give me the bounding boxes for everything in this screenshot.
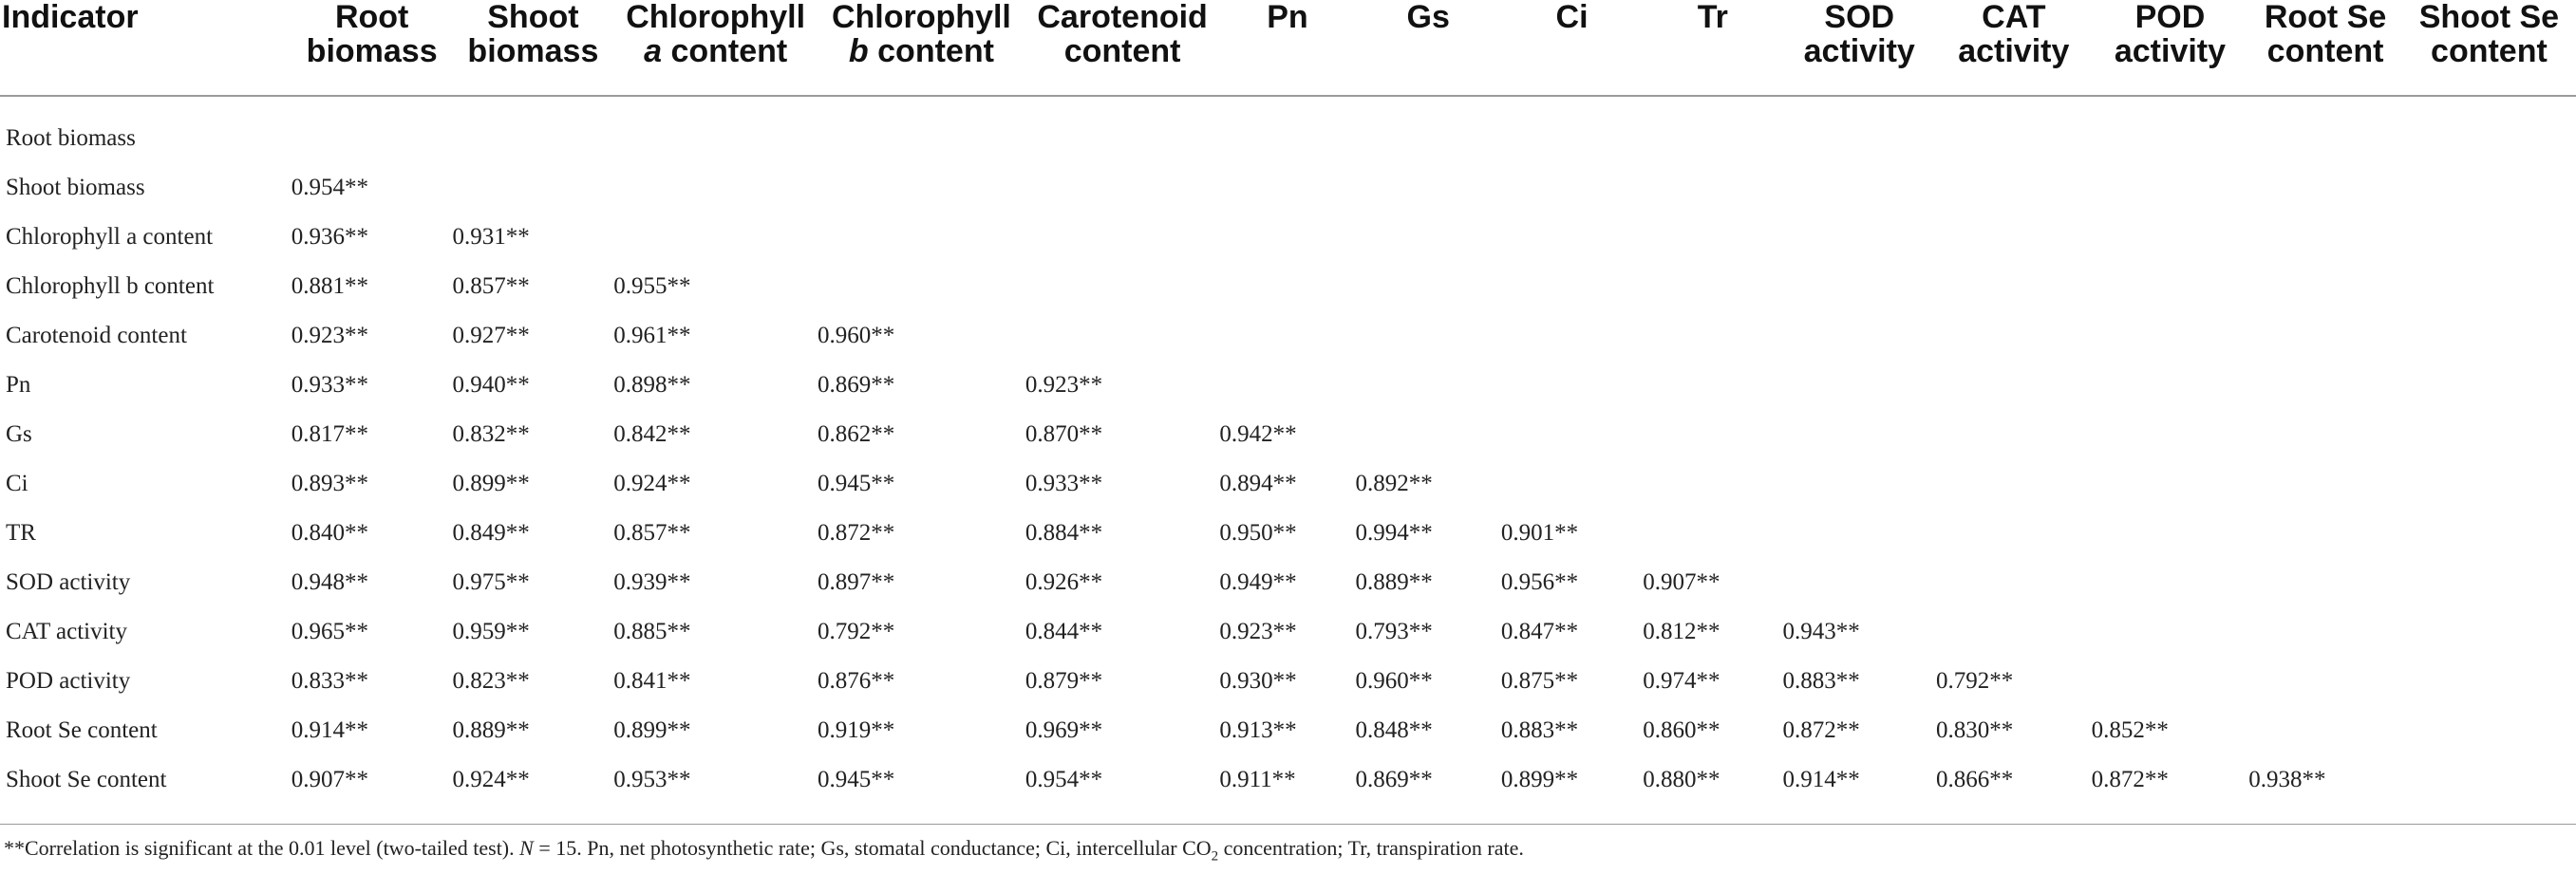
empty-cell xyxy=(2092,361,2249,410)
empty-cell xyxy=(2092,262,2249,311)
correlation-value: 0.956** xyxy=(1500,569,1579,595)
empty-cell xyxy=(1501,163,1643,213)
correlation-value: 0.884** xyxy=(1025,520,1103,546)
row-label: Root Se content xyxy=(6,717,158,743)
table-row xyxy=(0,558,2576,607)
empty-cell xyxy=(2092,311,2249,361)
empty-cell xyxy=(2402,706,2576,755)
correlation-value: 0.870** xyxy=(1025,421,1103,447)
correlation-value: 0.924** xyxy=(452,767,530,792)
correlation-value: 0.893** xyxy=(291,471,369,496)
correlation-value: 0.914** xyxy=(291,717,369,743)
footnote-subscript: 2 xyxy=(1211,848,1219,865)
correlation-value: 0.959** xyxy=(452,619,530,644)
correlation-value: 0.857** xyxy=(613,520,691,546)
correlation-value: 0.881** xyxy=(291,273,369,299)
empty-cell xyxy=(2248,262,2402,311)
correlation-value: 0.939** xyxy=(613,569,691,595)
correlation-value: 0.898** xyxy=(613,372,691,398)
column-header-line1: CAT xyxy=(1982,0,2046,35)
table-row xyxy=(0,163,2576,213)
correlation-value: 0.930** xyxy=(1219,668,1297,694)
empty-cell xyxy=(2248,163,2402,213)
empty-cell xyxy=(1936,607,2092,657)
empty-cell xyxy=(1501,311,1643,361)
empty-cell xyxy=(1025,96,1220,163)
column-header-italic: b xyxy=(848,33,869,69)
empty-cell xyxy=(2092,459,2249,509)
correlation-value: 0.812** xyxy=(1643,619,1720,644)
column-header xyxy=(1782,0,1936,96)
empty-cell xyxy=(1936,410,2092,459)
empty-cell xyxy=(1219,311,1355,361)
correlation-value: 0.894** xyxy=(1219,471,1297,496)
empty-cell xyxy=(1643,459,1782,509)
column-header xyxy=(818,0,1025,96)
column-header-line1: Shoot Se xyxy=(2418,0,2560,35)
correlation-value: 0.923** xyxy=(291,323,369,348)
column-header-italic: a xyxy=(644,33,662,69)
column-header-line1: Root Se xyxy=(2264,0,2387,35)
empty-cell xyxy=(1936,459,2092,509)
column-header-line2 xyxy=(818,34,1025,68)
empty-cell xyxy=(2402,262,2576,311)
column-header xyxy=(1643,0,1782,96)
correlation-value: 0.933** xyxy=(1025,471,1103,496)
correlation-value: 0.880** xyxy=(1643,767,1720,792)
empty-cell xyxy=(1782,213,1936,262)
empty-cell xyxy=(1356,213,1501,262)
empty-cell xyxy=(1501,96,1643,163)
column-header xyxy=(1356,0,1501,96)
column-header-line2: activity xyxy=(1958,33,2070,69)
empty-cell xyxy=(2248,607,2402,657)
correlation-value: 0.844** xyxy=(1025,619,1103,644)
correlation-value: 0.817** xyxy=(291,421,369,447)
empty-cell xyxy=(2402,96,2576,163)
correlation-value: 0.975** xyxy=(452,569,530,595)
empty-cell xyxy=(613,96,818,163)
empty-cell xyxy=(1356,361,1501,410)
empty-cell xyxy=(1643,262,1782,311)
empty-cell xyxy=(2248,459,2402,509)
row-label: Carotenoid content xyxy=(6,323,187,348)
correlation-value: 0.913** xyxy=(1219,717,1297,743)
empty-cell xyxy=(1782,509,1936,558)
correlation-value: 0.869** xyxy=(818,372,895,398)
column-header-line1: Chlorophyll xyxy=(831,0,1011,35)
correlation-value: 0.907** xyxy=(1643,569,1720,595)
correlation-value: 0.911** xyxy=(1219,767,1296,792)
empty-cell xyxy=(2248,509,2402,558)
empty-cell xyxy=(2402,163,2576,213)
correlation-value: 0.889** xyxy=(452,717,530,743)
column-header-line2: activity xyxy=(1803,33,1915,69)
column-header-line2: content xyxy=(2266,33,2384,69)
empty-cell xyxy=(2092,410,2249,459)
correlation-value: 0.960** xyxy=(818,323,895,348)
correlation-value: 0.879** xyxy=(1025,668,1103,694)
correlation-value: 0.940** xyxy=(452,372,530,398)
empty-cell xyxy=(1219,361,1355,410)
correlation-value: 0.948** xyxy=(291,569,369,595)
table-row xyxy=(0,96,2576,163)
correlation-value: 0.960** xyxy=(1355,668,1433,694)
correlation-value: 0.899** xyxy=(452,471,530,496)
empty-cell xyxy=(2092,96,2249,163)
table-row xyxy=(0,706,2576,755)
correlation-value: 0.923** xyxy=(1025,372,1103,398)
empty-cell xyxy=(2402,558,2576,607)
footnote-part3: concentration; Tr, transpiration rate. xyxy=(1218,836,1524,860)
empty-cell xyxy=(2092,163,2249,213)
column-header xyxy=(2402,0,2576,96)
correlation-value: 0.875** xyxy=(1500,668,1579,694)
correlation-value: 0.919** xyxy=(818,717,895,743)
row-label: Chlorophyll a content xyxy=(6,224,214,250)
correlation-value: 0.954** xyxy=(291,175,369,200)
correlation-value: 0.927** xyxy=(452,323,530,348)
empty-cell xyxy=(2092,607,2249,657)
correlation-value: 0.852** xyxy=(2091,717,2169,743)
column-header xyxy=(2092,0,2249,96)
empty-cell xyxy=(1643,311,1782,361)
footnote-n: N xyxy=(519,836,534,860)
correlation-value: 0.883** xyxy=(1500,717,1579,743)
footnote-part1: **Correlation is significant at the 0.01 level (two-tailed test). xyxy=(4,836,520,860)
correlation-value: 0.955** xyxy=(613,273,691,299)
column-header-line2: content xyxy=(1063,33,1181,69)
table-header-row xyxy=(0,0,2576,96)
correlation-value: 0.872** xyxy=(818,520,895,546)
empty-cell xyxy=(1219,262,1355,311)
table-row xyxy=(0,509,2576,558)
empty-cell xyxy=(2402,410,2576,459)
row-label: Shoot biomass xyxy=(6,175,145,200)
empty-cell xyxy=(1782,361,1936,410)
correlation-value: 0.840** xyxy=(291,520,369,546)
empty-cell xyxy=(2092,657,2249,706)
row-label: SOD activity xyxy=(6,569,131,595)
empty-cell xyxy=(2402,361,2576,410)
correlation-value: 0.849** xyxy=(452,520,530,546)
correlation-value: 0.897** xyxy=(818,569,895,595)
empty-cell xyxy=(613,163,818,213)
empty-cell xyxy=(1356,163,1501,213)
column-header xyxy=(613,0,818,96)
column-header xyxy=(1936,0,2092,96)
column-header xyxy=(1025,0,1220,96)
column-header-line1: SOD xyxy=(1824,0,1895,35)
empty-cell xyxy=(2402,657,2576,706)
empty-cell xyxy=(2402,459,2576,509)
correlation-value: 0.793** xyxy=(1355,619,1433,644)
empty-cell xyxy=(1025,262,1220,311)
column-header-line1: Root xyxy=(334,0,409,35)
empty-cell xyxy=(1501,410,1643,459)
correlation-value: 0.949** xyxy=(1219,569,1297,595)
column-header-line1: Shoot xyxy=(487,0,579,35)
empty-cell xyxy=(1356,311,1501,361)
column-header xyxy=(453,0,614,96)
empty-cell xyxy=(1501,361,1643,410)
table-row xyxy=(0,657,2576,706)
column-header xyxy=(1501,0,1643,96)
correlation-value: 0.924** xyxy=(613,471,691,496)
empty-cell xyxy=(453,163,614,213)
empty-cell xyxy=(1643,410,1782,459)
row-label: POD activity xyxy=(6,668,131,694)
correlation-value: 0.848** xyxy=(1355,717,1433,743)
empty-cell xyxy=(1356,410,1501,459)
column-header-line1: Pn xyxy=(1267,0,1308,35)
empty-cell xyxy=(2092,213,2249,262)
empty-cell xyxy=(2248,657,2402,706)
empty-cell xyxy=(1936,558,2092,607)
correlation-value: 0.857** xyxy=(452,273,530,299)
correlation-value: 0.926** xyxy=(1025,569,1103,595)
correlation-value: 0.899** xyxy=(613,717,691,743)
empty-cell xyxy=(1643,213,1782,262)
correlation-value: 0.866** xyxy=(1936,767,2014,792)
table-row xyxy=(0,410,2576,459)
empty-cell xyxy=(2092,509,2249,558)
row-label: Pn xyxy=(6,372,31,398)
empty-cell xyxy=(2248,410,2402,459)
column-header-line1: Ci xyxy=(1555,0,1589,35)
empty-cell xyxy=(1219,213,1355,262)
row-label: Chlorophyll b content xyxy=(6,273,215,299)
row-label: Root biomass xyxy=(6,125,136,151)
correlation-value: 0.860** xyxy=(1643,717,1720,743)
correlation-value: 0.872** xyxy=(2091,767,2169,792)
column-header-line2: activity xyxy=(2114,33,2227,69)
empty-cell xyxy=(453,96,614,163)
empty-cell xyxy=(2248,311,2402,361)
empty-cell xyxy=(1782,558,1936,607)
row-label: CAT activity xyxy=(6,619,128,644)
correlation-value: 0.872** xyxy=(1782,717,1860,743)
table-row xyxy=(0,361,2576,410)
empty-cell xyxy=(1356,96,1501,163)
empty-cell xyxy=(1936,96,2092,163)
column-header-line1: Tr xyxy=(1697,0,1728,35)
empty-cell xyxy=(1782,262,1936,311)
correlation-value: 0.953** xyxy=(613,767,691,792)
correlation-value: 0.869** xyxy=(1355,767,1433,792)
correlation-value: 0.841** xyxy=(613,668,691,694)
column-header-line1: Gs xyxy=(1406,0,1450,35)
correlation-value: 0.942** xyxy=(1219,421,1297,447)
empty-cell xyxy=(2248,706,2402,755)
empty-cell xyxy=(1356,262,1501,311)
row-label: Ci xyxy=(6,471,28,496)
column-header-line1: POD xyxy=(2134,0,2206,35)
empty-cell xyxy=(1501,213,1643,262)
empty-cell xyxy=(1936,311,2092,361)
empty-cell xyxy=(1782,459,1936,509)
correlation-value: 0.954** xyxy=(1025,767,1103,792)
column-header-line2: biomass xyxy=(467,33,599,69)
empty-cell xyxy=(1936,163,2092,213)
empty-cell xyxy=(1025,163,1220,213)
empty-cell xyxy=(2248,213,2402,262)
empty-cell xyxy=(2402,607,2576,657)
row-label: TR xyxy=(6,520,36,546)
correlation-value: 0.923** xyxy=(1219,619,1297,644)
column-header-line2 xyxy=(613,34,818,68)
empty-cell xyxy=(1501,262,1643,311)
correlation-value: 0.965** xyxy=(291,619,369,644)
empty-cell xyxy=(1782,410,1936,459)
correlation-value: 0.842** xyxy=(613,421,691,447)
correlation-value: 0.792** xyxy=(1936,668,2014,694)
table-footnote xyxy=(4,835,1524,869)
column-header-line2: content xyxy=(2431,33,2548,69)
correlation-value: 0.943** xyxy=(1782,619,1860,644)
table-row xyxy=(0,213,2576,262)
correlation-value: 0.862** xyxy=(818,421,895,447)
correlation-value: 0.792** xyxy=(818,619,895,644)
correlation-value: 0.883** xyxy=(1782,668,1860,694)
correlation-value: 0.832** xyxy=(452,421,530,447)
empty-cell xyxy=(2402,509,2576,558)
correlation-value: 0.950** xyxy=(1219,520,1297,546)
column-header-line1: Carotenoid xyxy=(1037,0,1208,35)
empty-cell xyxy=(1936,213,2092,262)
column-header xyxy=(2248,0,2402,96)
empty-cell xyxy=(291,96,453,163)
empty-cell xyxy=(1643,163,1782,213)
empty-cell xyxy=(818,213,1025,262)
correlation-value: 0.901** xyxy=(1500,520,1579,546)
correlation-value: 0.961** xyxy=(613,323,691,348)
table-row xyxy=(0,755,2576,805)
correlation-value: 0.907** xyxy=(291,767,369,792)
empty-cell xyxy=(1643,361,1782,410)
empty-cell xyxy=(613,213,818,262)
empty-cell xyxy=(2402,755,2576,805)
table-row xyxy=(0,262,2576,311)
empty-cell xyxy=(1936,262,2092,311)
correlation-value: 0.892** xyxy=(1355,471,1433,496)
empty-cell xyxy=(818,163,1025,213)
correlation-value: 0.889** xyxy=(1355,569,1433,595)
empty-cell xyxy=(818,262,1025,311)
correlation-value: 0.936** xyxy=(291,224,369,250)
correlation-value: 0.914** xyxy=(1782,767,1860,792)
correlation-value: 0.974** xyxy=(1643,668,1720,694)
correlation-value: 0.885** xyxy=(613,619,691,644)
empty-cell xyxy=(2092,558,2249,607)
header-indicator: Indicator xyxy=(0,0,291,96)
row-label: Shoot Se content xyxy=(6,767,167,792)
empty-cell xyxy=(1501,459,1643,509)
table-row xyxy=(0,607,2576,657)
table-row xyxy=(0,459,2576,509)
correlation-value: 0.830** xyxy=(1936,717,2014,743)
correlation-value: 0.933** xyxy=(291,372,369,398)
table-row xyxy=(0,311,2576,361)
column-header xyxy=(1219,0,1355,96)
empty-cell xyxy=(1643,96,1782,163)
empty-cell xyxy=(1782,96,1936,163)
table-bottom-rule xyxy=(0,824,2576,825)
empty-cell xyxy=(2248,361,2402,410)
column-header-rest: content xyxy=(868,33,994,69)
row-label: Gs xyxy=(6,421,32,447)
correlation-value: 0.847** xyxy=(1500,619,1579,644)
empty-cell xyxy=(1219,163,1355,213)
correlation-value: 0.994** xyxy=(1355,520,1433,546)
empty-cell xyxy=(2248,558,2402,607)
empty-cell xyxy=(1782,311,1936,361)
empty-cell xyxy=(2248,96,2402,163)
table-body xyxy=(0,96,2576,805)
correlation-value: 0.945** xyxy=(818,471,895,496)
column-header-line1: Chlorophyll xyxy=(626,0,806,35)
footnote-part2: = 15. Pn, net photosynthetic rate; Gs, stomatal conductance; Ci, intercellular CO xyxy=(533,836,1212,860)
empty-cell xyxy=(1219,96,1355,163)
empty-cell xyxy=(1025,311,1220,361)
correlation-value: 0.899** xyxy=(1500,767,1579,792)
correlation-value: 0.969** xyxy=(1025,717,1103,743)
empty-cell xyxy=(1782,163,1936,213)
correlation-value: 0.945** xyxy=(818,767,895,792)
column-header xyxy=(291,0,453,96)
empty-cell xyxy=(818,96,1025,163)
column-header-line2: biomass xyxy=(306,33,438,69)
empty-cell xyxy=(1025,213,1220,262)
correlation-value: 0.823** xyxy=(452,668,530,694)
column-header-rest: content xyxy=(662,33,788,69)
correlation-value: 0.938** xyxy=(2248,767,2326,792)
empty-cell xyxy=(1936,361,2092,410)
empty-cell xyxy=(1936,509,2092,558)
correlation-value: 0.931** xyxy=(452,224,530,250)
empty-cell xyxy=(1643,509,1782,558)
correlation-value: 0.876** xyxy=(818,668,895,694)
empty-cell xyxy=(2402,213,2576,262)
correlation-value: 0.833** xyxy=(291,668,369,694)
empty-cell xyxy=(2402,311,2576,361)
